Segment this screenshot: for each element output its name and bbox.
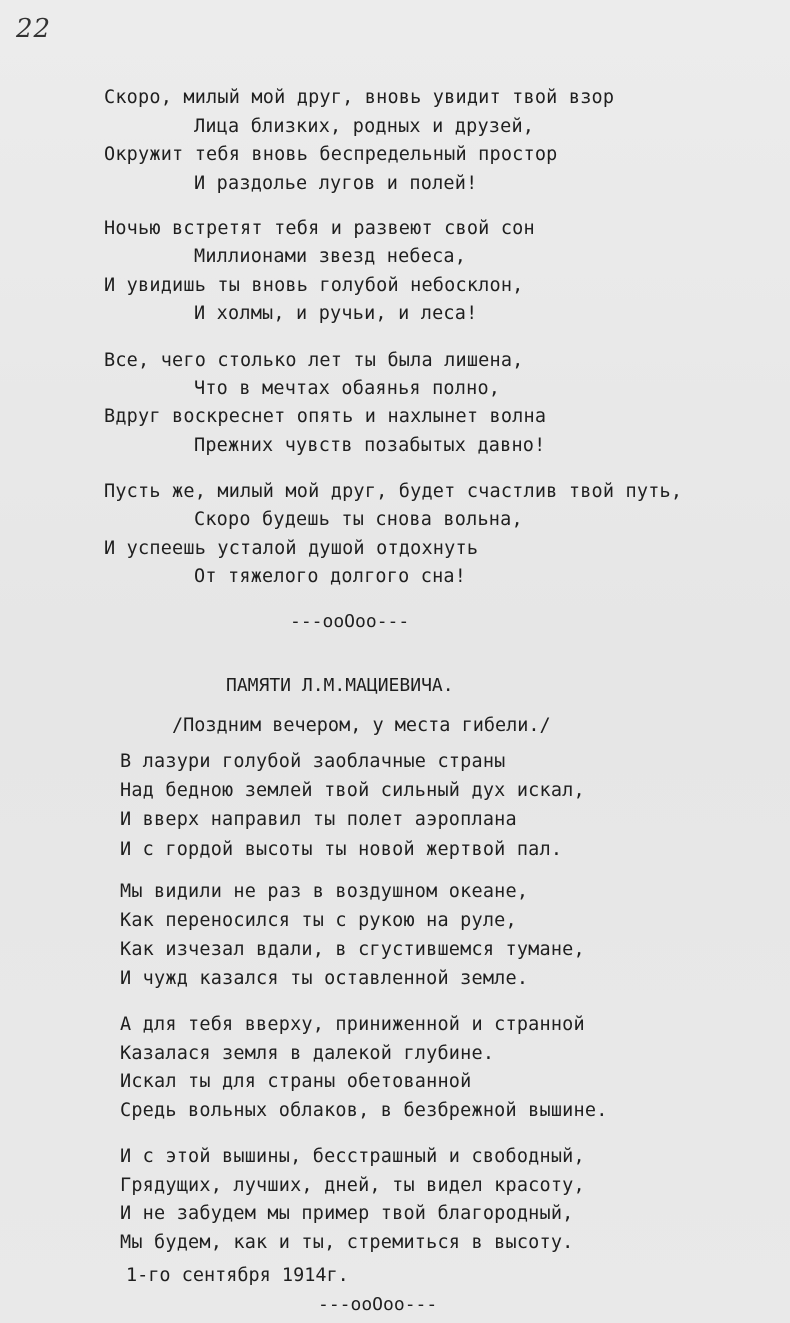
poem1-separator: ---ooOoo--- — [290, 611, 410, 632]
poem2-line: Казалася земля в далекой глубине. — [120, 1043, 495, 1064]
poem1-line: Прежних чувств позабытых давно! — [194, 435, 546, 456]
poem2-line: И не забудем мы пример твой благородный, — [120, 1203, 574, 1224]
poem2-line: И вверх направил ты полет аэроплана — [120, 809, 517, 830]
poem2-line: Мы будем, как и ты, стремиться в высоту. — [120, 1232, 574, 1253]
poem2-line: И с гордой высоты ты новой жертвой пал. — [120, 839, 563, 860]
page-number: 22 — [16, 14, 52, 44]
poem1-line: От тяжелого долгого сна! — [194, 566, 467, 587]
poem2-line: Искал ты для страны обетованной — [120, 1071, 472, 1092]
poem2-line: В лазури голубой заоблачные страны — [120, 751, 506, 772]
poem2-line: Как изчезал вдали, в сгустившемся тумане, — [120, 939, 585, 960]
poem1-line: И увидишь ты вновь голубой небосклон, — [104, 275, 524, 296]
poem2-separator: ---ooOoo--- — [318, 1294, 438, 1315]
poem2-line: Средь вольных облаков, в безбрежной вышине. — [120, 1100, 608, 1121]
poem2-line: Над бедною землей твой сильный дух искал, — [120, 780, 585, 801]
poem1-line: Миллионами звезд небеса, — [194, 246, 467, 267]
poem1-line: И раздолье лугов и полей! — [194, 173, 478, 194]
poem1-line: Ночью встретят тебя и развеют свой сон — [104, 218, 535, 239]
poem2-line: И с этой вышины, бесстрашный и свободный, — [120, 1146, 585, 1167]
poem1-line: И холмы, и ручьи, и леса! — [194, 303, 478, 324]
poem2-line: И чужд казался ты оставленной земле. — [120, 968, 529, 989]
poem1-line: Лица близких, родных и друзей, — [194, 116, 535, 137]
poem2-line: А для тебя вверху, приниженной и странной — [120, 1014, 585, 1035]
poem2-title: ПАМЯТИ Л.М.МАЦИЕВИЧА. — [226, 675, 454, 696]
poem2-subtitle: /Поздним вечером, у места гибели./ — [172, 715, 551, 736]
poem2-line: Грядущих, лучших, дней, ты видел красоту, — [120, 1175, 585, 1196]
poem2-line: Мы видили не раз в воздушном океане, — [120, 881, 529, 902]
poem1-line: Окружит тебя вновь беспредельный простор — [104, 144, 558, 165]
poem1-line: Скоро будешь ты снова вольна, — [194, 509, 523, 530]
poem2-line: Как переносился ты с рукою на руле, — [120, 910, 517, 931]
poem2-date: 1-го сентября 1914г. — [126, 1265, 349, 1286]
poem1-line: Пусть же, милый мой друг, будет счастлив твой путь, — [104, 481, 683, 502]
poem1-line: И успеешь усталой душой отдохнуть — [104, 538, 479, 559]
poem1-line: Вдруг воскреснет опять и нахлынет волна — [104, 406, 547, 427]
poem1-line: Скоро, милый мой друг, вновь увидит твой взор — [104, 87, 615, 108]
poem1-line: Что в мечтах обаянья полно, — [194, 378, 501, 399]
poem1-line: Все, чего столько лет ты была лишена, — [104, 350, 524, 371]
